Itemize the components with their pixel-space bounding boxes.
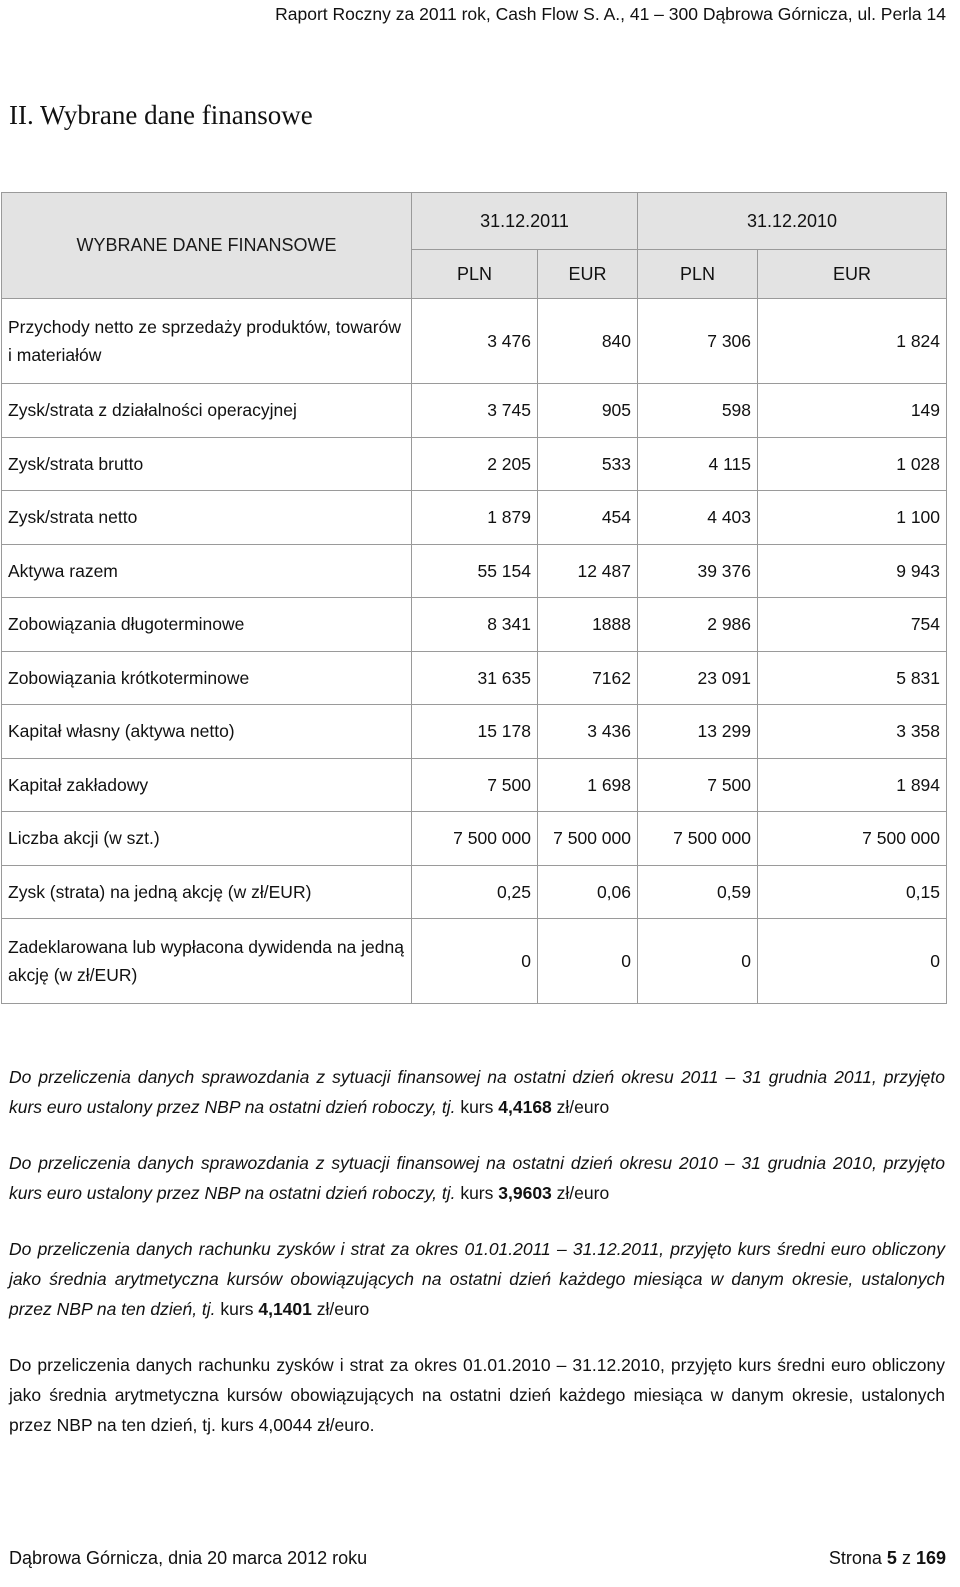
cell-value: 1888 — [538, 598, 638, 652]
row-label: Zysk (strata) na jedną akcję (w zł/EUR) — [2, 866, 412, 919]
row-label: Zysk/strata brutto — [2, 438, 412, 491]
table-row — [2, 299, 947, 384]
cell-value: 8 341 — [412, 598, 538, 652]
table-row — [2, 491, 947, 545]
footer-page-number: Strona 5 z 169 — [828, 1548, 946, 1568]
cell-value: 1 894 — [758, 759, 947, 812]
row-label: Zysk/strata z działalności operacyjnej — [2, 384, 412, 438]
row-label: Zysk/strata netto — [2, 491, 412, 545]
table-row — [2, 652, 947, 705]
cell-value: 905 — [538, 384, 638, 438]
cell-value: 0,06 — [538, 866, 638, 919]
exchange-rate-value: 3,9603 — [498, 1183, 552, 1203]
currency-header: PLN — [412, 250, 538, 299]
cell-value: 0 — [412, 919, 538, 1004]
cell-value: 15 178 — [412, 705, 538, 759]
cell-value: 754 — [758, 598, 947, 652]
exchange-rate-note-2010-income: Do przeliczenia danych rachunku zysków i strat za okres 01.01.2010 – 31.12.2010, przyjęto kurs średni euro obliczony jako średnia arytmetyczna kursów obowiązujących na ostatni dzień każdego miesiąca w danym okresie, ustalonych przez NBP na ten dzień, tj. kurs 4,0044 zł/euro. — [9, 1355, 945, 1435]
cell-value: 454 — [538, 491, 638, 545]
cell-value: 9 943 — [758, 545, 947, 598]
cell-value: 7 306 — [638, 299, 758, 384]
row-label: Liczba akcji (w szt.) — [2, 812, 412, 866]
exchange-rate-note-2011-balance: Do przeliczenia danych sprawozdania z sytuacji finansowej na ostatni dzień okresu 2011 – 31 grudnia 2011, przyjęto kurs euro ustalony przez NBP na ostatni dzień roboczy, tj. kurs 4,4168 zł/euro — [9, 1067, 945, 1117]
exchange-rate-note-2010-balance: Do przeliczenia danych sprawozdania z sytuacji finansowej na ostatni dzień okresu 2010 – 31 grudnia 2010, przyjęto kurs euro ustalony przez NBP na ostatni dzień roboczy, tj. kurs 3,9603 zł/euro — [9, 1153, 945, 1203]
cell-value: 0 — [538, 919, 638, 1004]
cell-value: 3 476 — [412, 299, 538, 384]
exchange-rate-value: 4,4168 — [498, 1097, 552, 1117]
row-label: Kapitał własny (aktywa netto) — [2, 705, 412, 759]
table-title: WYBRANE DANE FINANSOWE — [2, 193, 412, 299]
table-row — [2, 759, 947, 812]
table-row — [2, 812, 947, 866]
cell-value: 4 115 — [638, 438, 758, 491]
cell-value: 55 154 — [412, 545, 538, 598]
cell-value: 598 — [638, 384, 758, 438]
cell-value: 2 205 — [412, 438, 538, 491]
cell-value: 1 879 — [412, 491, 538, 545]
row-label: Przychody netto ze sprzedaży produktów, towarów i materiałów — [2, 299, 412, 384]
table-row — [2, 919, 947, 1004]
cell-value: 13 299 — [638, 705, 758, 759]
financial-data-table — [1, 192, 947, 1004]
cell-value: 5 831 — [758, 652, 947, 705]
currency-header: PLN — [638, 250, 758, 299]
cell-value: 3 436 — [538, 705, 638, 759]
exchange-rate-value: 4,1401 — [258, 1299, 312, 1319]
cell-value: 2 986 — [638, 598, 758, 652]
row-label: Zobowiązania długoterminowe — [2, 598, 412, 652]
table-row — [2, 438, 947, 491]
cell-value: 7 500 — [412, 759, 538, 812]
cell-value: 0,25 — [412, 866, 538, 919]
cell-value: 1 100 — [758, 491, 947, 545]
cell-value: 23 091 — [638, 652, 758, 705]
cell-value: 1 824 — [758, 299, 947, 384]
cell-value: 7162 — [538, 652, 638, 705]
table-row — [2, 866, 947, 919]
row-label: Aktywa razem — [2, 545, 412, 598]
table-row — [2, 705, 947, 759]
cell-value: 0,59 — [638, 866, 758, 919]
section-title: II. Wybrane dane finansowe — [9, 100, 313, 130]
table-row — [2, 545, 947, 598]
cell-value: 3 745 — [412, 384, 538, 438]
cell-value: 533 — [538, 438, 638, 491]
year-header-2010: 31.12.2010 — [638, 193, 947, 250]
exchange-rate-note-2011-income: Do przeliczenia danych rachunku zysków i strat za okres 01.01.2011 – 31.12.2011, przyjęto kurs średni euro obliczony jako średnia arytmetyczna kursów obowiązujących na ostatni dzień każdego miesiąca w danym okresie, ustalonych przez NBP na ten dzień, tj. kurs 4,1401 zł/euro — [9, 1239, 945, 1319]
cell-value: 7 500 000 — [412, 812, 538, 866]
row-label: Kapitał zakładowy — [2, 759, 412, 812]
year-header-2011: 31.12.2011 — [412, 193, 638, 250]
cell-value: 0 — [638, 919, 758, 1004]
currency-header: EUR — [538, 250, 638, 299]
cell-value: 0 — [758, 919, 947, 1004]
cell-value: 149 — [758, 384, 947, 438]
cell-value: 7 500 000 — [638, 812, 758, 866]
cell-value: 12 487 — [538, 545, 638, 598]
cell-value: 0,15 — [758, 866, 947, 919]
table-header-row — [2, 193, 947, 250]
row-label: Zobowiązania krótkoterminowe — [2, 652, 412, 705]
cell-value: 1 028 — [758, 438, 947, 491]
table-row — [2, 384, 947, 438]
cell-value: 840 — [538, 299, 638, 384]
cell-value: 3 358 — [758, 705, 947, 759]
page-header: Raport Roczny za 2011 rok, Cash Flow S. A., 41 – 300 Dąbrowa Górnicza, ul. Perla 14 — [275, 4, 946, 24]
currency-header: EUR — [758, 250, 947, 299]
cell-value: 4 403 — [638, 491, 758, 545]
row-label: Zadeklarowana lub wypłacona dywidenda na jedną akcję (w zł/EUR) — [2, 919, 412, 1004]
cell-value: 7 500 — [638, 759, 758, 812]
footer-place-date: Dąbrowa Górnicza, dnia 20 marca 2012 roku — [9, 1548, 368, 1568]
cell-value: 1 698 — [538, 759, 638, 812]
cell-value: 31 635 — [412, 652, 538, 705]
cell-value: 39 376 — [638, 545, 758, 598]
table-row — [2, 598, 947, 652]
cell-value: 7 500 000 — [758, 812, 947, 866]
cell-value: 7 500 000 — [538, 812, 638, 866]
